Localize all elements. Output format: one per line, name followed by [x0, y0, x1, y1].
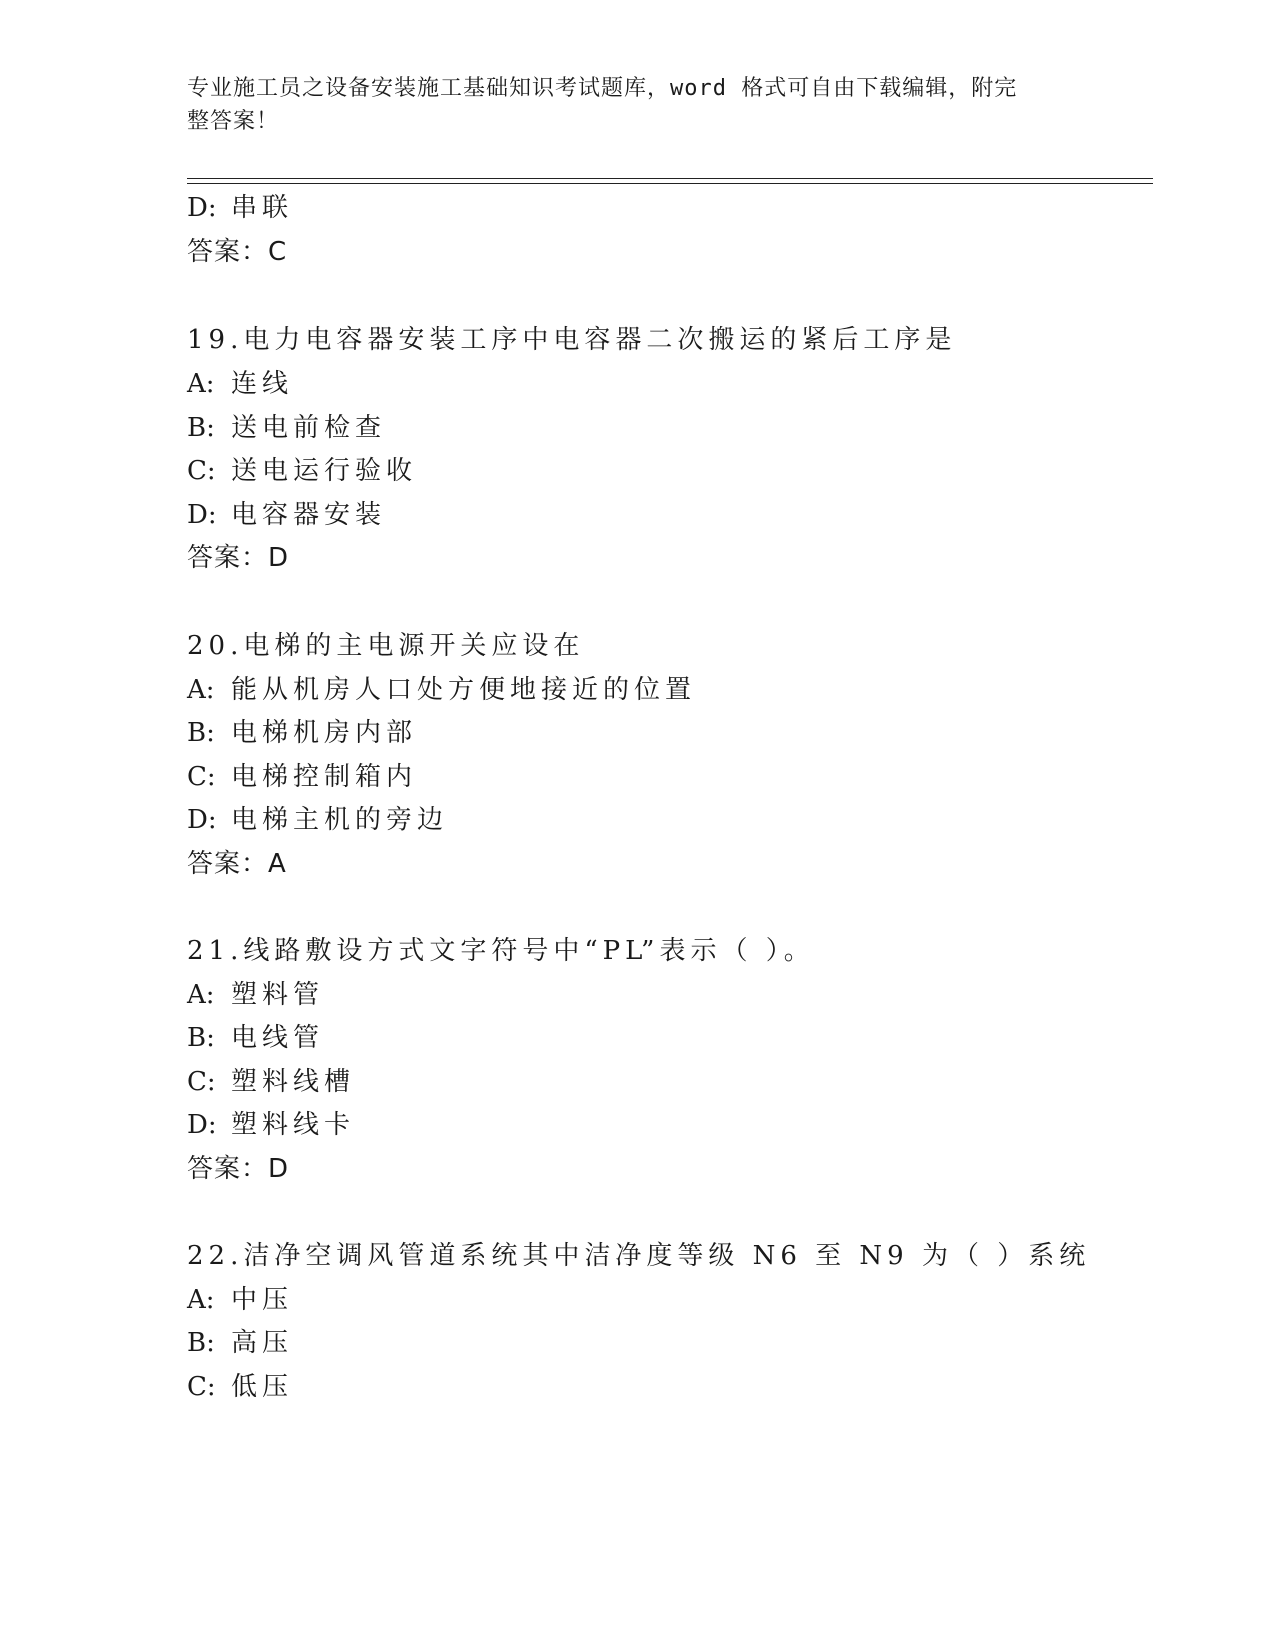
option-label: C:	[187, 1372, 216, 1402]
option-label: C:	[187, 456, 216, 486]
prev-option-d	[187, 193, 293, 223]
question-19-answer: 答案：D	[187, 543, 290, 573]
question-19-title: 19.电力电容器安装工序中电容器二次搬运的紧后工序是	[187, 325, 957, 355]
option-label: A:	[187, 980, 215, 1010]
question-19-option-c	[187, 456, 417, 486]
question-21-option-d	[187, 1110, 355, 1140]
option-label: A:	[187, 675, 215, 705]
header-divider-bottom	[187, 183, 1153, 184]
option-label: D:	[187, 500, 217, 530]
option-label: C:	[187, 762, 216, 792]
option-text: 电梯机房内部	[231, 718, 418, 748]
option-label: D:	[187, 193, 217, 223]
question-19-option-d	[187, 500, 386, 530]
option-label: B:	[187, 1328, 215, 1358]
option-text: 塑料线槽	[231, 1067, 356, 1097]
option-label: A:	[187, 369, 215, 399]
option-text: 能从机房人口处方便地接近的位置	[231, 675, 697, 705]
question-21-option-b	[187, 1023, 324, 1053]
option-text: 电容器安装	[231, 500, 387, 530]
option-text: 低压	[231, 1372, 294, 1402]
question-22-option-b	[187, 1328, 293, 1358]
option-text: 电线管	[231, 1023, 325, 1053]
option-text: 电梯控制箱内	[231, 762, 418, 792]
option-text: 串联	[231, 193, 294, 223]
option-label: B:	[187, 413, 215, 443]
option-label: D:	[187, 805, 217, 835]
option-label: A:	[187, 1285, 215, 1315]
prev-answer: 答案：C	[187, 237, 288, 267]
option-label: C:	[187, 1067, 216, 1097]
option-text: 送电运行验收	[231, 456, 418, 486]
question-20-option-a	[187, 675, 696, 705]
option-text: 高压	[231, 1328, 294, 1358]
option-text: 塑料管	[231, 980, 325, 1010]
question-19-option-a	[187, 369, 293, 399]
option-label: D:	[187, 1110, 217, 1140]
question-20-title: 20.电梯的主电源开关应设在	[187, 631, 585, 661]
question-21-answer: 答案：D	[187, 1154, 290, 1184]
header-line-1: 专业施工员之设备安装施工基础知识考试题库，word 格式可自由下载编辑，附完	[187, 76, 1018, 101]
question-22-option-c	[187, 1372, 293, 1402]
question-22-title: 22.洁净空调风管道系统其中洁净度等级 N6 至 N9 为（ ）系统	[187, 1241, 1091, 1271]
option-text: 塑料线卡	[231, 1110, 356, 1140]
question-20-option-b	[187, 718, 417, 748]
header-divider-top	[187, 178, 1153, 179]
question-21-option-a	[187, 980, 324, 1010]
option-label: B:	[187, 1023, 215, 1053]
option-label: B:	[187, 718, 215, 748]
option-text: 电梯主机的旁边	[231, 805, 449, 835]
header-line-2: 整答案！	[187, 109, 280, 134]
option-text: 连线	[231, 369, 294, 399]
question-21-title: 21.线路敷设方式文字符号中“PL”表示（ ）。	[187, 936, 815, 966]
question-20-option-d	[187, 805, 448, 835]
question-20-option-c	[187, 762, 417, 792]
question-20-answer: 答案：A	[187, 849, 287, 879]
option-text: 中压	[231, 1285, 294, 1315]
question-19-option-b	[187, 413, 386, 443]
option-text: 送电前检查	[231, 413, 387, 443]
question-22-option-a	[187, 1285, 293, 1315]
question-21-option-c	[187, 1067, 355, 1097]
document-header	[187, 72, 1067, 138]
